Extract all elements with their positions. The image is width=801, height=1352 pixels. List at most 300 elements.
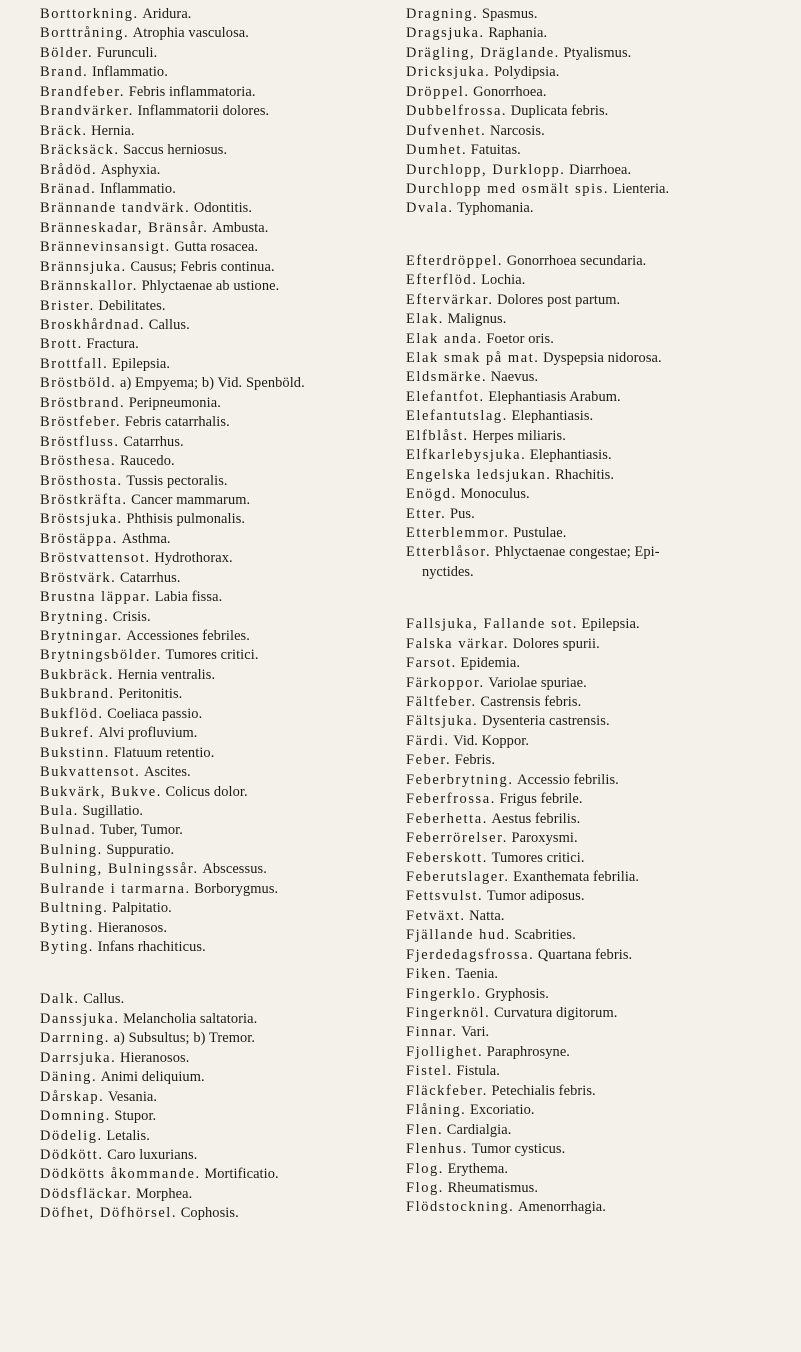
dictionary-entry xyxy=(40,199,410,218)
entry-term: Finnar. xyxy=(406,1024,458,1041)
entry-term: Brandvärker. xyxy=(40,103,134,120)
dictionary-entry xyxy=(40,433,410,452)
entry-term: Dödkött. xyxy=(40,1146,104,1163)
dictionary-entry xyxy=(406,771,798,790)
entry-term: Byting. xyxy=(40,939,94,955)
entry-definition: Odontitis. xyxy=(193,200,253,217)
entry-term: Bränneskadar, Bränsår. xyxy=(40,219,209,236)
entry-term: Bukbräck. xyxy=(40,666,114,683)
entry-term: Fältfeber. xyxy=(406,694,477,710)
entry-term: Bukvärk, Bukve. xyxy=(40,783,162,800)
dictionary-entry xyxy=(40,938,410,957)
dictionary-entry xyxy=(406,887,798,906)
entry-term: Fingerknöl. xyxy=(406,1005,491,1021)
entry-definition: Dyspepsia nidorosa. xyxy=(543,350,662,366)
entry-definition: Dysenteria castrensis. xyxy=(481,713,610,730)
entry-term: Brådöd. xyxy=(40,161,98,178)
entry-term: Bröstböld. xyxy=(40,375,117,392)
entry-term: Bröstsjuka. xyxy=(40,511,123,528)
dictionary-entry xyxy=(40,141,410,160)
dictionary-entry xyxy=(406,63,798,82)
dictionary-entry xyxy=(406,790,798,809)
entry-definition: Phthisis pulmonalis. xyxy=(126,511,246,528)
entry-term: Feberbrytning. xyxy=(406,771,514,788)
entry-definition: Asphyxia. xyxy=(100,161,161,178)
dictionary-entry xyxy=(40,705,410,724)
dictionary-entry xyxy=(40,180,410,199)
dictionary-entry xyxy=(40,277,410,296)
dictionary-entry xyxy=(40,24,410,43)
entry-term: Flenhus. xyxy=(406,1141,468,1158)
dictionary-entry xyxy=(406,407,798,426)
dictionary-entry xyxy=(406,5,798,24)
entry-definition: Tumores critici. xyxy=(165,647,259,664)
entry-definition: Phlyctaenae congestae; Epi- xyxy=(494,544,660,561)
entry-definition: Typhomania. xyxy=(457,200,534,217)
entry-definition: Accessio febrilis. xyxy=(517,771,619,788)
entry-term: Flog. xyxy=(406,1179,444,1196)
entry-definition: Borborygmus. xyxy=(194,880,279,897)
entry-definition: Stupor. xyxy=(114,1108,157,1125)
entry-definition: Tumor adiposus. xyxy=(486,888,585,905)
dictionary-entry xyxy=(40,627,410,646)
entry-definition: Duplicata febris. xyxy=(510,103,609,120)
entry-term: Etterblemmor. xyxy=(406,524,510,541)
dictionary-entry xyxy=(40,608,410,627)
entry-term: Dragsjuka. xyxy=(406,25,485,42)
entry-term: Eldsmärke. xyxy=(406,369,488,386)
dictionary-entry xyxy=(40,802,410,821)
entry-definition: Melancholia saltatoria. xyxy=(123,1010,258,1027)
dictionary-entry xyxy=(40,880,410,899)
entry-term: Bränad. xyxy=(40,180,97,197)
dictionary-entry xyxy=(40,744,410,763)
dictionary-entry xyxy=(406,907,798,926)
entry-term: Dårskap. xyxy=(40,1088,105,1105)
dictionary-entry xyxy=(40,335,410,354)
entry-definition: Elephantiasis Arabum. xyxy=(488,388,621,405)
dictionary-entry xyxy=(40,860,410,879)
entry-term: Elak smak på mat. xyxy=(406,350,540,366)
dictionary-entry xyxy=(406,1101,798,1120)
entry-term: Bukflöd. xyxy=(40,705,104,722)
dictionary-entry xyxy=(40,1165,410,1184)
entry-definition: Epilepsia. xyxy=(581,616,640,633)
entry-term: Bröstfeber. xyxy=(40,414,122,431)
entry-term: Brister. xyxy=(40,297,95,314)
entry-definition: a) Subsultus; b) Tremor. xyxy=(113,1030,256,1047)
dictionary-entry xyxy=(406,1160,798,1179)
dictionary-entry xyxy=(406,291,798,310)
entry-definition: Hieranosos. xyxy=(97,919,168,936)
entry-term: Efterflöd. xyxy=(406,272,478,289)
dictionary-entry xyxy=(40,102,410,121)
entry-term: Bulrande i tarmarna. xyxy=(40,880,191,897)
dictionary-entry xyxy=(40,258,410,277)
entry-term: Bukstinn. xyxy=(40,744,110,761)
entry-definition: Phlyctaenae ab ustione. xyxy=(141,278,280,295)
entry-term: Bröstäppa. xyxy=(40,530,118,547)
dictionary-entry xyxy=(406,505,798,524)
dictionary-entry xyxy=(40,646,410,665)
entry-term: Bräcksäck. xyxy=(40,142,120,159)
dictionary-entry xyxy=(40,899,410,918)
entry-definition: Fractura. xyxy=(86,336,139,353)
dictionary-entry xyxy=(40,510,410,529)
entry-definition: Mortificatio. xyxy=(204,1166,279,1183)
entry-definition: Morphea. xyxy=(135,1185,193,1202)
entry-definition: Gutta rosacea. xyxy=(174,239,259,256)
dictionary-entry xyxy=(406,199,798,218)
entry-term: Feberutslager. xyxy=(406,868,510,885)
entry-term: Bröstbrand. xyxy=(40,394,126,411)
entry-continuation: nyctides. xyxy=(422,563,474,580)
entry-term: Fettsvulst. xyxy=(406,888,484,905)
entry-term: Bukref. xyxy=(40,725,95,742)
dictionary-entry xyxy=(40,413,410,432)
entry-definition: Frigus febrile. xyxy=(499,791,583,808)
dictionary-entry xyxy=(40,821,410,840)
section-gap xyxy=(40,957,410,990)
entry-definition: Taenia. xyxy=(455,966,499,983)
entry-definition: Cophosis. xyxy=(180,1205,239,1222)
dictionary-entry xyxy=(406,102,798,121)
entry-term: Darrsjuka. xyxy=(40,1049,117,1066)
dictionary-entry xyxy=(406,446,798,465)
dictionary-entry xyxy=(406,849,798,868)
entry-definition: Vesania. xyxy=(107,1088,158,1105)
entry-term: Drägling, Dräglande. xyxy=(406,44,560,61)
dictionary-entry xyxy=(40,5,410,24)
dictionary-entry xyxy=(406,712,798,731)
entry-term: Däning. xyxy=(40,1069,98,1086)
entry-definition: Gonorrhoea. xyxy=(473,83,547,100)
dictionary-entry xyxy=(406,946,798,965)
dictionary-entry xyxy=(406,635,798,654)
entry-term: Flåning. xyxy=(406,1102,467,1119)
entry-term: Dödkötts åkommande. xyxy=(40,1166,201,1183)
dictionary-entry xyxy=(40,1107,410,1126)
dictionary-entry xyxy=(406,868,798,887)
entry-term: Feberskott. xyxy=(406,849,488,866)
entry-term: Engelska ledsjukan. xyxy=(406,466,552,483)
entry-definition: Aridura. xyxy=(142,6,192,22)
entry-definition: Quartana febris. xyxy=(537,946,633,963)
entry-term: Bultning. xyxy=(40,900,109,917)
dictionary-entry xyxy=(40,1146,410,1165)
entry-definition: Aestus febrilis. xyxy=(491,810,581,827)
dictionary-entry xyxy=(406,1082,798,1101)
dictionary-entry xyxy=(406,271,798,290)
entry-term: Brottfall. xyxy=(40,355,109,372)
dictionary-entry xyxy=(406,368,798,387)
entry-term: Färkoppor. xyxy=(406,674,485,691)
entry-term: Brännsjuka. xyxy=(40,258,127,275)
dictionary-entry xyxy=(40,549,410,568)
entry-definition: Variolae spuriae. xyxy=(488,674,587,691)
entry-term: Fiken. xyxy=(406,966,452,983)
entry-term: Bröstvärk. xyxy=(40,569,117,586)
entry-term: Dragning. xyxy=(406,6,479,22)
entry-term: Elak anda. xyxy=(406,330,483,347)
entry-definition: Lienteria. xyxy=(612,180,670,197)
entry-term: Borttorkning. xyxy=(40,6,139,22)
dictionary-entry xyxy=(40,724,410,743)
entry-definition: Narcosis. xyxy=(489,122,545,139)
entry-term: Bröstvattensot. xyxy=(40,550,151,567)
dictionary-entry xyxy=(406,161,798,180)
entry-term: Darrning. xyxy=(40,1030,110,1047)
entry-term: Borttråning. xyxy=(40,25,130,42)
entry-definition: Raucedo. xyxy=(119,453,175,470)
entry-definition: Alvi profluvium. xyxy=(98,725,198,742)
entry-term: Bräck. xyxy=(40,122,88,139)
entry-term: Fjällande hud. xyxy=(406,927,511,944)
dictionary-entry xyxy=(40,1127,410,1146)
entry-definition: Inflammatio. xyxy=(99,180,176,197)
dictionary-entry xyxy=(40,83,410,102)
entry-definition: Herpes miliaris. xyxy=(472,427,566,444)
entry-definition: Gryphosis. xyxy=(485,985,549,1002)
entry-term: Fjollighet. xyxy=(406,1043,484,1060)
entry-definition: Epidemia. xyxy=(460,655,521,672)
dictionary-entry xyxy=(406,829,798,848)
entry-definition: Scabrities. xyxy=(514,927,576,944)
left-column xyxy=(40,5,410,1224)
entry-definition: Vid. Koppor. xyxy=(453,732,530,749)
entry-definition: Abscessus. xyxy=(202,861,267,878)
dictionary-entry xyxy=(40,783,410,802)
entry-term: Bölder. xyxy=(40,44,94,61)
left-group-d xyxy=(40,990,410,1223)
entry-term: Feberhetta. xyxy=(406,810,488,827)
entry-term: Bulning, Bulningssår. xyxy=(40,861,199,878)
entry-definition: Tuber, Tumor. xyxy=(99,822,183,839)
dictionary-entry xyxy=(406,674,798,693)
entry-definition: Elephantiasis. xyxy=(511,408,594,425)
dictionary-entry xyxy=(406,141,798,160)
entry-definition: Ascites. xyxy=(143,764,191,781)
section-gap xyxy=(406,219,798,252)
entry-definition: Debilitates. xyxy=(98,297,166,314)
entry-term: Flen. xyxy=(406,1121,444,1138)
entry-term: Fältsjuka. xyxy=(406,713,479,730)
entry-definition: Ambusta. xyxy=(212,219,269,236)
entry-definition: Ptyalismus. xyxy=(563,44,632,61)
entry-definition: Letalis. xyxy=(106,1127,150,1144)
entry-term: Eftervärkar. xyxy=(406,291,494,308)
entry-definition: Peripneumonia. xyxy=(128,394,221,411)
entry-term: Broskhårdnad. xyxy=(40,317,146,333)
dictionary-entry xyxy=(406,427,798,446)
entry-definition: Febris inflammatoria. xyxy=(128,83,256,100)
entry-definition: Febris. xyxy=(454,752,496,769)
entry-term: Bröstkräfta. xyxy=(40,491,128,508)
entry-term: Dödelig. xyxy=(40,1127,103,1144)
entry-term: Feberrörelser. xyxy=(406,830,508,847)
entry-definition: Crisis. xyxy=(112,608,151,625)
dictionary-entry xyxy=(40,297,410,316)
dictionary-entry xyxy=(406,615,798,634)
entry-term: Döfhet, Döfhörsel. xyxy=(40,1205,178,1222)
entry-term: Elak. xyxy=(406,311,444,328)
dictionary-entry xyxy=(406,654,798,673)
dictionary-entry xyxy=(406,810,798,829)
entry-definition: Labia fissa. xyxy=(154,589,223,606)
entry-definition: Epilepsia. xyxy=(111,355,171,372)
dictionary-entry xyxy=(40,219,410,238)
entry-definition: Accessiones febriles. xyxy=(126,628,250,644)
dictionary-entry xyxy=(406,1140,798,1159)
entry-definition: Naevus. xyxy=(490,369,539,386)
entry-term: Brott. xyxy=(40,336,83,353)
dictionary-entry xyxy=(406,1179,798,1198)
right-column xyxy=(406,5,798,1218)
entry-definition: Pustulae. xyxy=(513,524,567,541)
entry-definition: Dolores post partum. xyxy=(497,291,621,308)
entry-definition: Dolores spurii. xyxy=(512,635,600,652)
entry-definition: Suppuratio. xyxy=(106,841,175,858)
dictionary-entry xyxy=(406,1043,798,1062)
entry-definition: Monoculus. xyxy=(460,486,530,503)
entry-term: Brösthosta. xyxy=(40,472,123,489)
entry-definition: Hernia. xyxy=(91,122,135,139)
entry-definition: Amenorrhagia. xyxy=(517,1199,606,1216)
dictionary-entry xyxy=(40,569,410,588)
dictionary-entry xyxy=(40,491,410,510)
dictionary-entry xyxy=(406,926,798,945)
entry-definition: Pus. xyxy=(449,505,475,522)
entry-term: Bröstfluss. xyxy=(40,433,120,450)
entry-term: Bukvattensot. xyxy=(40,764,141,781)
dictionary-entry xyxy=(406,330,798,349)
dictionary-entry xyxy=(40,394,410,413)
entry-term: Dödsfläckar. xyxy=(40,1185,133,1202)
entry-term: Elefantutslag. xyxy=(406,408,508,425)
dictionary-entry xyxy=(406,310,798,329)
dictionary-entry xyxy=(406,751,798,770)
entry-definition: Inflammatio. xyxy=(91,64,168,81)
dictionary-entry xyxy=(40,161,410,180)
entry-term: Efterdröppel. xyxy=(406,252,504,269)
dictionary-entry xyxy=(40,1068,410,1087)
entry-definition: Furunculi. xyxy=(96,44,158,61)
dictionary-entry xyxy=(406,524,798,543)
entry-term: Fjerdedagsfrossa. xyxy=(406,946,535,963)
entry-term: Flog. xyxy=(406,1160,444,1177)
entry-definition: Atrophia vasculosa. xyxy=(132,25,249,42)
dictionary-entry xyxy=(40,1185,410,1204)
entry-term: Danssjuka. xyxy=(40,1010,120,1027)
dictionary-entry xyxy=(40,63,410,82)
entry-term: Dröppel. xyxy=(406,83,470,100)
dictionary-entry xyxy=(40,841,410,860)
dictionary-entry xyxy=(406,985,798,1004)
entry-definition: Malignus. xyxy=(447,311,507,328)
dictionary-entry xyxy=(406,44,798,63)
entry-definition: Paroxysmi. xyxy=(511,830,578,847)
entry-term: Byting. xyxy=(40,919,94,936)
entry-term: Etter. xyxy=(406,505,447,522)
entry-term: Flödstockning. xyxy=(406,1199,515,1216)
entry-definition: Exanthemata febrilia. xyxy=(513,868,640,885)
entry-definition: Callus. xyxy=(148,317,190,333)
entry-definition: Peritonitis. xyxy=(118,686,183,703)
entry-term: Fetväxt. xyxy=(406,907,466,924)
entry-definition: Hieranosos. xyxy=(119,1049,190,1066)
dictionary-entry xyxy=(40,685,410,704)
entry-term: Domning. xyxy=(40,1108,111,1125)
dictionary-entry xyxy=(40,374,410,393)
entry-definition: Hydrothorax. xyxy=(154,550,233,567)
entry-definition: Elephantiasis. xyxy=(529,447,612,464)
dictionary-entry xyxy=(40,472,410,491)
entry-term: Dubbelfrossa. xyxy=(406,103,508,120)
entry-term: Brytningsbölder. xyxy=(40,647,162,664)
dictionary-entry xyxy=(406,349,798,368)
entry-term: Durchlopp, Durklopp. xyxy=(406,161,566,178)
entry-definition: Fistula. xyxy=(456,1063,500,1080)
entry-term: Fistel. xyxy=(406,1063,453,1080)
entry-term: Brustna läppar. xyxy=(40,589,152,606)
entry-definition: Gonorrhoea secundaria. xyxy=(506,252,647,269)
entry-definition: Flatuum retentio. xyxy=(113,744,215,761)
entry-term: Fläckfeber. xyxy=(406,1082,488,1099)
right-group-e xyxy=(406,252,798,582)
dictionary-entry xyxy=(40,1029,410,1048)
entry-term: Brännskallor. xyxy=(40,278,138,295)
entry-definition: Tumor cysticus. xyxy=(471,1141,566,1158)
dictionary-entry xyxy=(406,543,798,562)
entry-definition: Saccus herniosus. xyxy=(123,142,228,159)
dictionary-entry xyxy=(406,965,798,984)
entry-definition: Paraphrosyne. xyxy=(486,1043,571,1060)
dictionary-entry xyxy=(40,355,410,374)
entry-definition: Curvatura digitorum. xyxy=(493,1005,618,1021)
entry-definition: Rhachitis. xyxy=(555,466,615,483)
dictionary-entry xyxy=(40,666,410,685)
dictionary-entry xyxy=(40,452,410,471)
entry-term: Bulning. xyxy=(40,841,103,858)
entry-term: Etterblåsor. xyxy=(406,544,492,561)
entry-definition: Caro luxurians. xyxy=(107,1146,198,1163)
entry-term: Brytningar. xyxy=(40,628,123,644)
dictionary-entry xyxy=(40,763,410,782)
dictionary-entry xyxy=(406,485,798,504)
entry-term: Brännande tandvärk. xyxy=(40,200,191,217)
dictionary-entry xyxy=(40,1010,410,1029)
entry-term: Bukbrand. xyxy=(40,686,115,703)
dictionary-entry xyxy=(406,1023,798,1042)
dictionary-entry xyxy=(406,24,798,43)
dictionary-entry xyxy=(40,122,410,141)
dictionary-entry xyxy=(406,252,798,271)
entry-definition: Colicus dolor. xyxy=(165,783,248,800)
entry-term: Falska värkar. xyxy=(406,635,510,652)
entry-term: Brand. xyxy=(40,64,89,81)
entry-definition: Sugillatio. xyxy=(82,802,144,819)
entry-definition: Tussis pectoralis. xyxy=(126,472,228,489)
entry-term: Elefantfot. xyxy=(406,388,485,405)
left-group-b xyxy=(40,5,410,957)
dictionary-entry xyxy=(406,1121,798,1140)
entry-definition: Castrensis febris. xyxy=(480,694,582,710)
dictionary-entry xyxy=(406,83,798,102)
entry-definition: Hernia ventralis. xyxy=(117,666,216,683)
dictionary-entry xyxy=(406,732,798,751)
entry-definition: Rheumatismus. xyxy=(447,1179,539,1196)
entry-term: Brösthesa. xyxy=(40,453,117,470)
